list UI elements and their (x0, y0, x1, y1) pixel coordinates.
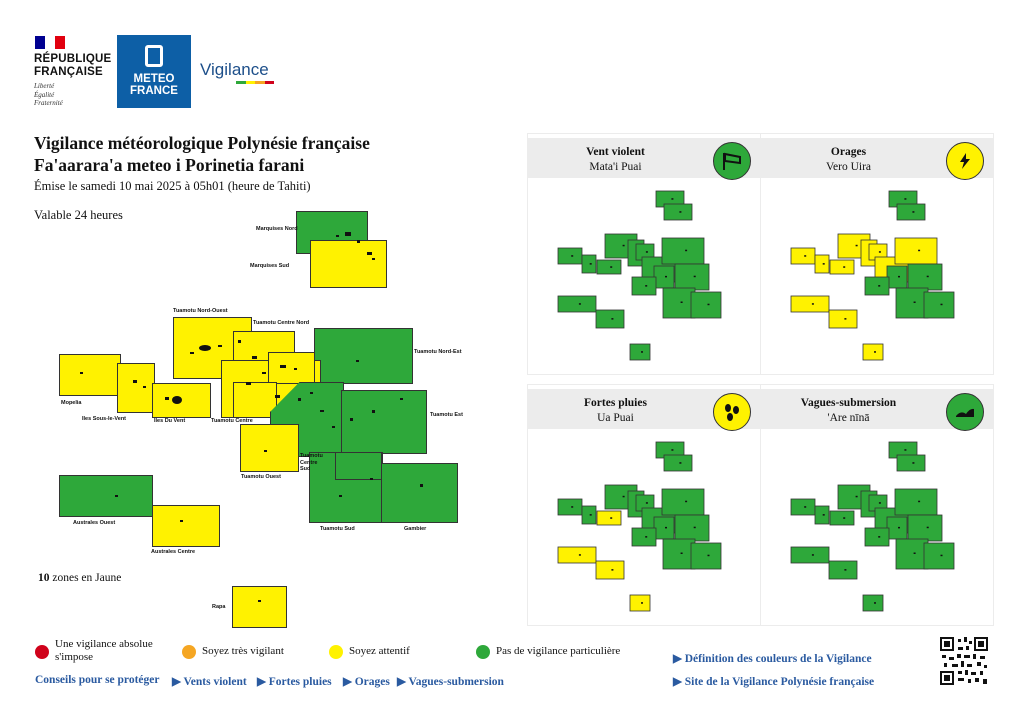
link-site[interactable]: ▶ Site de la Vigilance Polynésie française (673, 676, 875, 688)
legend-green-text: Pas de vigilance particulière (496, 645, 621, 657)
panel-vagues-submersion[interactable] (760, 384, 994, 626)
panel-header: Fortes pluies Ua Puai (528, 389, 760, 429)
panel-orages[interactable] (760, 133, 994, 375)
mini-zone (897, 204, 925, 220)
republique-motto: Liberté Égalité Fraternité (34, 82, 63, 107)
mini-zone (597, 260, 621, 274)
mini-zone (829, 310, 857, 328)
link-vents[interactable]: ▶ Vents violent (172, 676, 247, 688)
minimap (528, 435, 760, 630)
mini-zone (863, 344, 883, 360)
panel-header: Orages Vero Uira (761, 138, 993, 178)
islands (0, 0, 480, 640)
link-vagues[interactable]: ▶ Vagues-submersion (397, 676, 504, 688)
page-title-tahitian: Fa'aarara'a meteo i Porinetia farani (34, 155, 305, 175)
zone-label: Australes Centre (151, 549, 196, 555)
mini-zone (830, 511, 854, 525)
mini-zone (815, 506, 829, 524)
mini-zone (896, 288, 928, 318)
mini-zone (582, 255, 596, 273)
mini-zone (815, 255, 829, 273)
panel-header: Vent violent Mata'i Puai (528, 138, 760, 178)
mini-zone (791, 499, 815, 515)
mini-zone (662, 238, 704, 264)
zone-label: Tuamotu Centre (211, 418, 253, 424)
page-title: Vigilance météorologique Polynésie française (34, 133, 370, 153)
zone-label: Tuamotu Ouest (241, 474, 281, 480)
zone-label: Iles Sous-le-Vent (82, 416, 127, 422)
waves-icon (946, 393, 984, 431)
mini-zone (654, 266, 674, 288)
mini-zone (597, 511, 621, 525)
validity: Valable 24 heures (34, 208, 123, 222)
mini-zone (675, 264, 709, 290)
zone-label: Marquises Sud (250, 263, 290, 269)
legend-green-dot (476, 645, 490, 659)
mini-zone (829, 561, 857, 579)
panel-vent-violent[interactable] (527, 133, 761, 375)
zones-count: 10 zones en Jaune (38, 572, 122, 584)
mini-zone (908, 515, 942, 541)
mini-zone (675, 515, 709, 541)
mini-zone (924, 543, 954, 569)
legend-yellow-dot (329, 645, 343, 659)
mini-zone (691, 292, 721, 318)
qr-code-icon[interactable] (940, 637, 988, 685)
mini-zone (830, 260, 854, 274)
zone-label: Tuamotu Centre Nord (253, 320, 310, 326)
mini-zone (662, 489, 704, 515)
mini-zone (895, 238, 937, 264)
vigilance-logo: Vigilance (200, 60, 269, 79)
mini-zone (896, 539, 928, 569)
mini-zone (632, 277, 656, 295)
link-conseils[interactable]: Conseils pour se protéger (35, 674, 160, 686)
mini-zone (558, 547, 596, 563)
link-orages[interactable]: ▶ Orages (343, 676, 390, 688)
zone-label: Tuamotu Nord-Ouest (173, 308, 228, 314)
mini-zone (865, 277, 889, 295)
mini-zone (663, 288, 695, 318)
panel-fortes-pluies[interactable] (527, 384, 761, 626)
mini-zone (558, 248, 582, 264)
mini-zone (887, 517, 907, 539)
rain-drops-icon (713, 393, 751, 431)
mini-zone (791, 547, 829, 563)
meteo-france-logo[interactable]: METEO FRANCE (117, 35, 191, 108)
mini-zone (630, 344, 650, 360)
mini-zone (791, 248, 815, 264)
main-vigilance-map (0, 0, 480, 640)
mini-zone (897, 455, 925, 471)
legend-red-text: Une vigilance absolue s'impose (55, 638, 153, 663)
legend-red-dot (35, 645, 49, 659)
zone-label: Iles Du Vent (154, 418, 186, 424)
panel-header: Vagues-submersion 'Are nīnā (761, 389, 993, 429)
mini-zone (582, 506, 596, 524)
zone-label: Mopelia (61, 400, 82, 406)
mini-zone (596, 310, 624, 328)
minimap (761, 435, 993, 630)
mini-zone (895, 489, 937, 515)
republique-logo: RÉPUBLIQUE FRANÇAISE (34, 53, 112, 78)
mini-zone (558, 296, 596, 312)
mini-zone (924, 292, 954, 318)
zone-label: Tuamotu Sud (320, 526, 355, 532)
legend-yellow-text: Soyez attentif (349, 645, 410, 657)
minimap (761, 184, 993, 379)
link-pluies[interactable]: ▶ Fortes pluies (257, 676, 332, 688)
mini-zone (596, 561, 624, 579)
issued-date: Émise le samedi 10 mai 2025 à 05h01 (heure de Tahiti) (34, 179, 311, 193)
mini-zone (558, 499, 582, 515)
mini-zone (865, 528, 889, 546)
mini-zone (664, 455, 692, 471)
legend-orange-text: Soyez très vigilant (202, 645, 284, 657)
mini-zone (887, 266, 907, 288)
zone-label: Rapa (212, 604, 226, 610)
link-definition[interactable]: ▶ Définition des couleurs de la Vigilance (673, 653, 872, 665)
mini-zone (908, 264, 942, 290)
mini-zone (791, 296, 829, 312)
zone-label: Tuamotu Est (430, 412, 463, 418)
mini-zone (863, 595, 883, 611)
mini-zone (632, 528, 656, 546)
mini-zone (654, 517, 674, 539)
legend-orange-dot (182, 645, 196, 659)
mini-zone (664, 204, 692, 220)
zone-label: Tuamotu Centre Sud (300, 453, 323, 472)
zone-label: Tuamotu Nord-Est (414, 349, 462, 355)
zone-label: Marquises Nord (256, 226, 298, 232)
zone-label: Australes Ouest (73, 520, 116, 526)
lightning-icon (946, 142, 984, 180)
minimap (528, 184, 760, 379)
mini-zone (663, 539, 695, 569)
zone-label: Gambier (404, 526, 427, 532)
windsock-icon (713, 142, 751, 180)
mini-zone (630, 595, 650, 611)
mini-zone (691, 543, 721, 569)
